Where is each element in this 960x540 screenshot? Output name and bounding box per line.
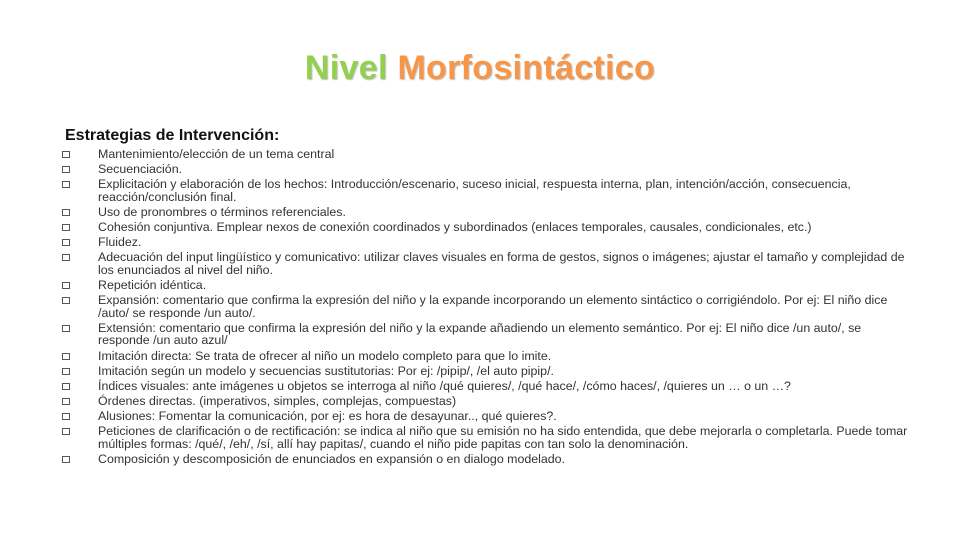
square-bullet-icon bbox=[62, 297, 70, 304]
list-item bbox=[62, 350, 912, 362]
list-item-text: Peticiones de clarificación o de rectificación: se indica al niño que su emisión no ha sido entendida, que debe mejorarla o completarla. Puede tomar múltiples formas: /qué/, /eh/, /sí, allí hay papitas/, cuando el niño pide papitas con tan solo la denominación. bbox=[98, 424, 908, 451]
slide-title bbox=[0, 44, 960, 92]
list-item bbox=[62, 365, 912, 377]
list-item-text: Adecuación del input lingüístico y comunicativo: utilizar claves visuales en forma de gestos, signos o imágenes; ajustar el tamaño y complejidad de los enunciados al nivel del niño. bbox=[98, 250, 905, 277]
list-item bbox=[62, 380, 912, 392]
square-bullet-icon bbox=[62, 428, 70, 435]
square-bullet-icon bbox=[62, 254, 70, 261]
square-bullet-icon bbox=[62, 209, 70, 216]
list-item-text: Extensión: comentario que confirma la expresión del niño y la expande añadiendo un elemento semántico. Por ej: El niño dice /un auto/, se responde /un auto azul/ bbox=[98, 320, 862, 348]
list-item-text: Mantenimiento/elección de un tema central bbox=[98, 147, 335, 161]
slide-title-word-morfosintactico: Morfosintáctico bbox=[397, 49, 656, 87]
list-item bbox=[62, 163, 912, 175]
list-item-text: Expansión: comentario que confirma la expresión del niño y la expande incorporando un elemento sintáctico o corrigiéndolo. Por ej: El niño dice /auto/ se responde /un auto/. bbox=[98, 293, 888, 320]
list-item bbox=[62, 322, 912, 347]
list-item-text: Explicitación y elaboración de los hechos: Introducción/escenario, suceso inicial, respuesta interna, plan, intención/acción, consecuencia, reacción/conclusión final. bbox=[98, 177, 851, 204]
list-item-text: Composición y descomposición de enunciados en expansión o en dialogo modelado. bbox=[98, 452, 566, 467]
list-item bbox=[62, 206, 912, 218]
list-item-text: Alusiones: Fomentar la comunicación, por ej: es hora de desayunar.., qué quieres?. bbox=[98, 409, 557, 424]
list-item-text: Índices visuales: ante imágenes u objetos se interroga al niño /qué quieres/, /qué hace/, /cómo haces/, /quieres un … o un …? bbox=[98, 378, 791, 393]
list-item-text: Uso de pronombres o términos referenciales. bbox=[98, 204, 346, 219]
square-bullet-icon bbox=[62, 456, 70, 463]
list-item-text: Cohesión conjuntiva. Emplear nexos de conexión coordinados y subordinados (enlaces temporales, causales, condicionales, etc.) bbox=[98, 220, 812, 235]
list-item-text: Órdenes directas. (imperativos, simples, complejas, compuestas) bbox=[98, 394, 457, 409]
list-item bbox=[62, 221, 912, 233]
list-item bbox=[62, 410, 912, 422]
square-bullet-icon bbox=[62, 224, 70, 231]
list-item-text: Fluidez. bbox=[98, 235, 142, 250]
list-item-text: Imitación según un modelo y secuencias sustitutorias: Por ej: /pipip/, /el auto pipip/. bbox=[98, 363, 554, 378]
square-bullet-icon bbox=[62, 383, 70, 390]
list-item bbox=[62, 294, 912, 319]
square-bullet-icon bbox=[62, 151, 70, 158]
list-item bbox=[62, 453, 912, 465]
square-bullet-icon bbox=[62, 181, 70, 188]
section-heading: Estrategias de Intervención: bbox=[65, 127, 280, 144]
square-bullet-icon bbox=[62, 282, 70, 289]
list-item bbox=[62, 395, 912, 407]
square-bullet-icon bbox=[62, 325, 70, 332]
list-item bbox=[62, 236, 912, 248]
list-item bbox=[62, 425, 912, 450]
list-item-text: Imitación directa: Se trata de ofrecer al niño un modelo completo para que lo imite. bbox=[98, 348, 552, 363]
square-bullet-icon bbox=[62, 353, 70, 360]
strategy-list bbox=[62, 148, 912, 468]
slide-title-word-nivel: Nivel bbox=[304, 49, 388, 87]
list-item-text: Repetición idéntica. bbox=[98, 278, 207, 293]
list-item bbox=[62, 279, 912, 291]
list-item bbox=[62, 148, 912, 160]
list-item-text: Secuenciación. bbox=[98, 162, 183, 177]
square-bullet-icon bbox=[62, 166, 70, 173]
square-bullet-icon bbox=[62, 398, 70, 405]
square-bullet-icon bbox=[62, 239, 70, 246]
list-item bbox=[62, 251, 912, 276]
square-bullet-icon bbox=[62, 368, 70, 375]
list-item bbox=[62, 178, 912, 203]
square-bullet-icon bbox=[62, 413, 70, 420]
